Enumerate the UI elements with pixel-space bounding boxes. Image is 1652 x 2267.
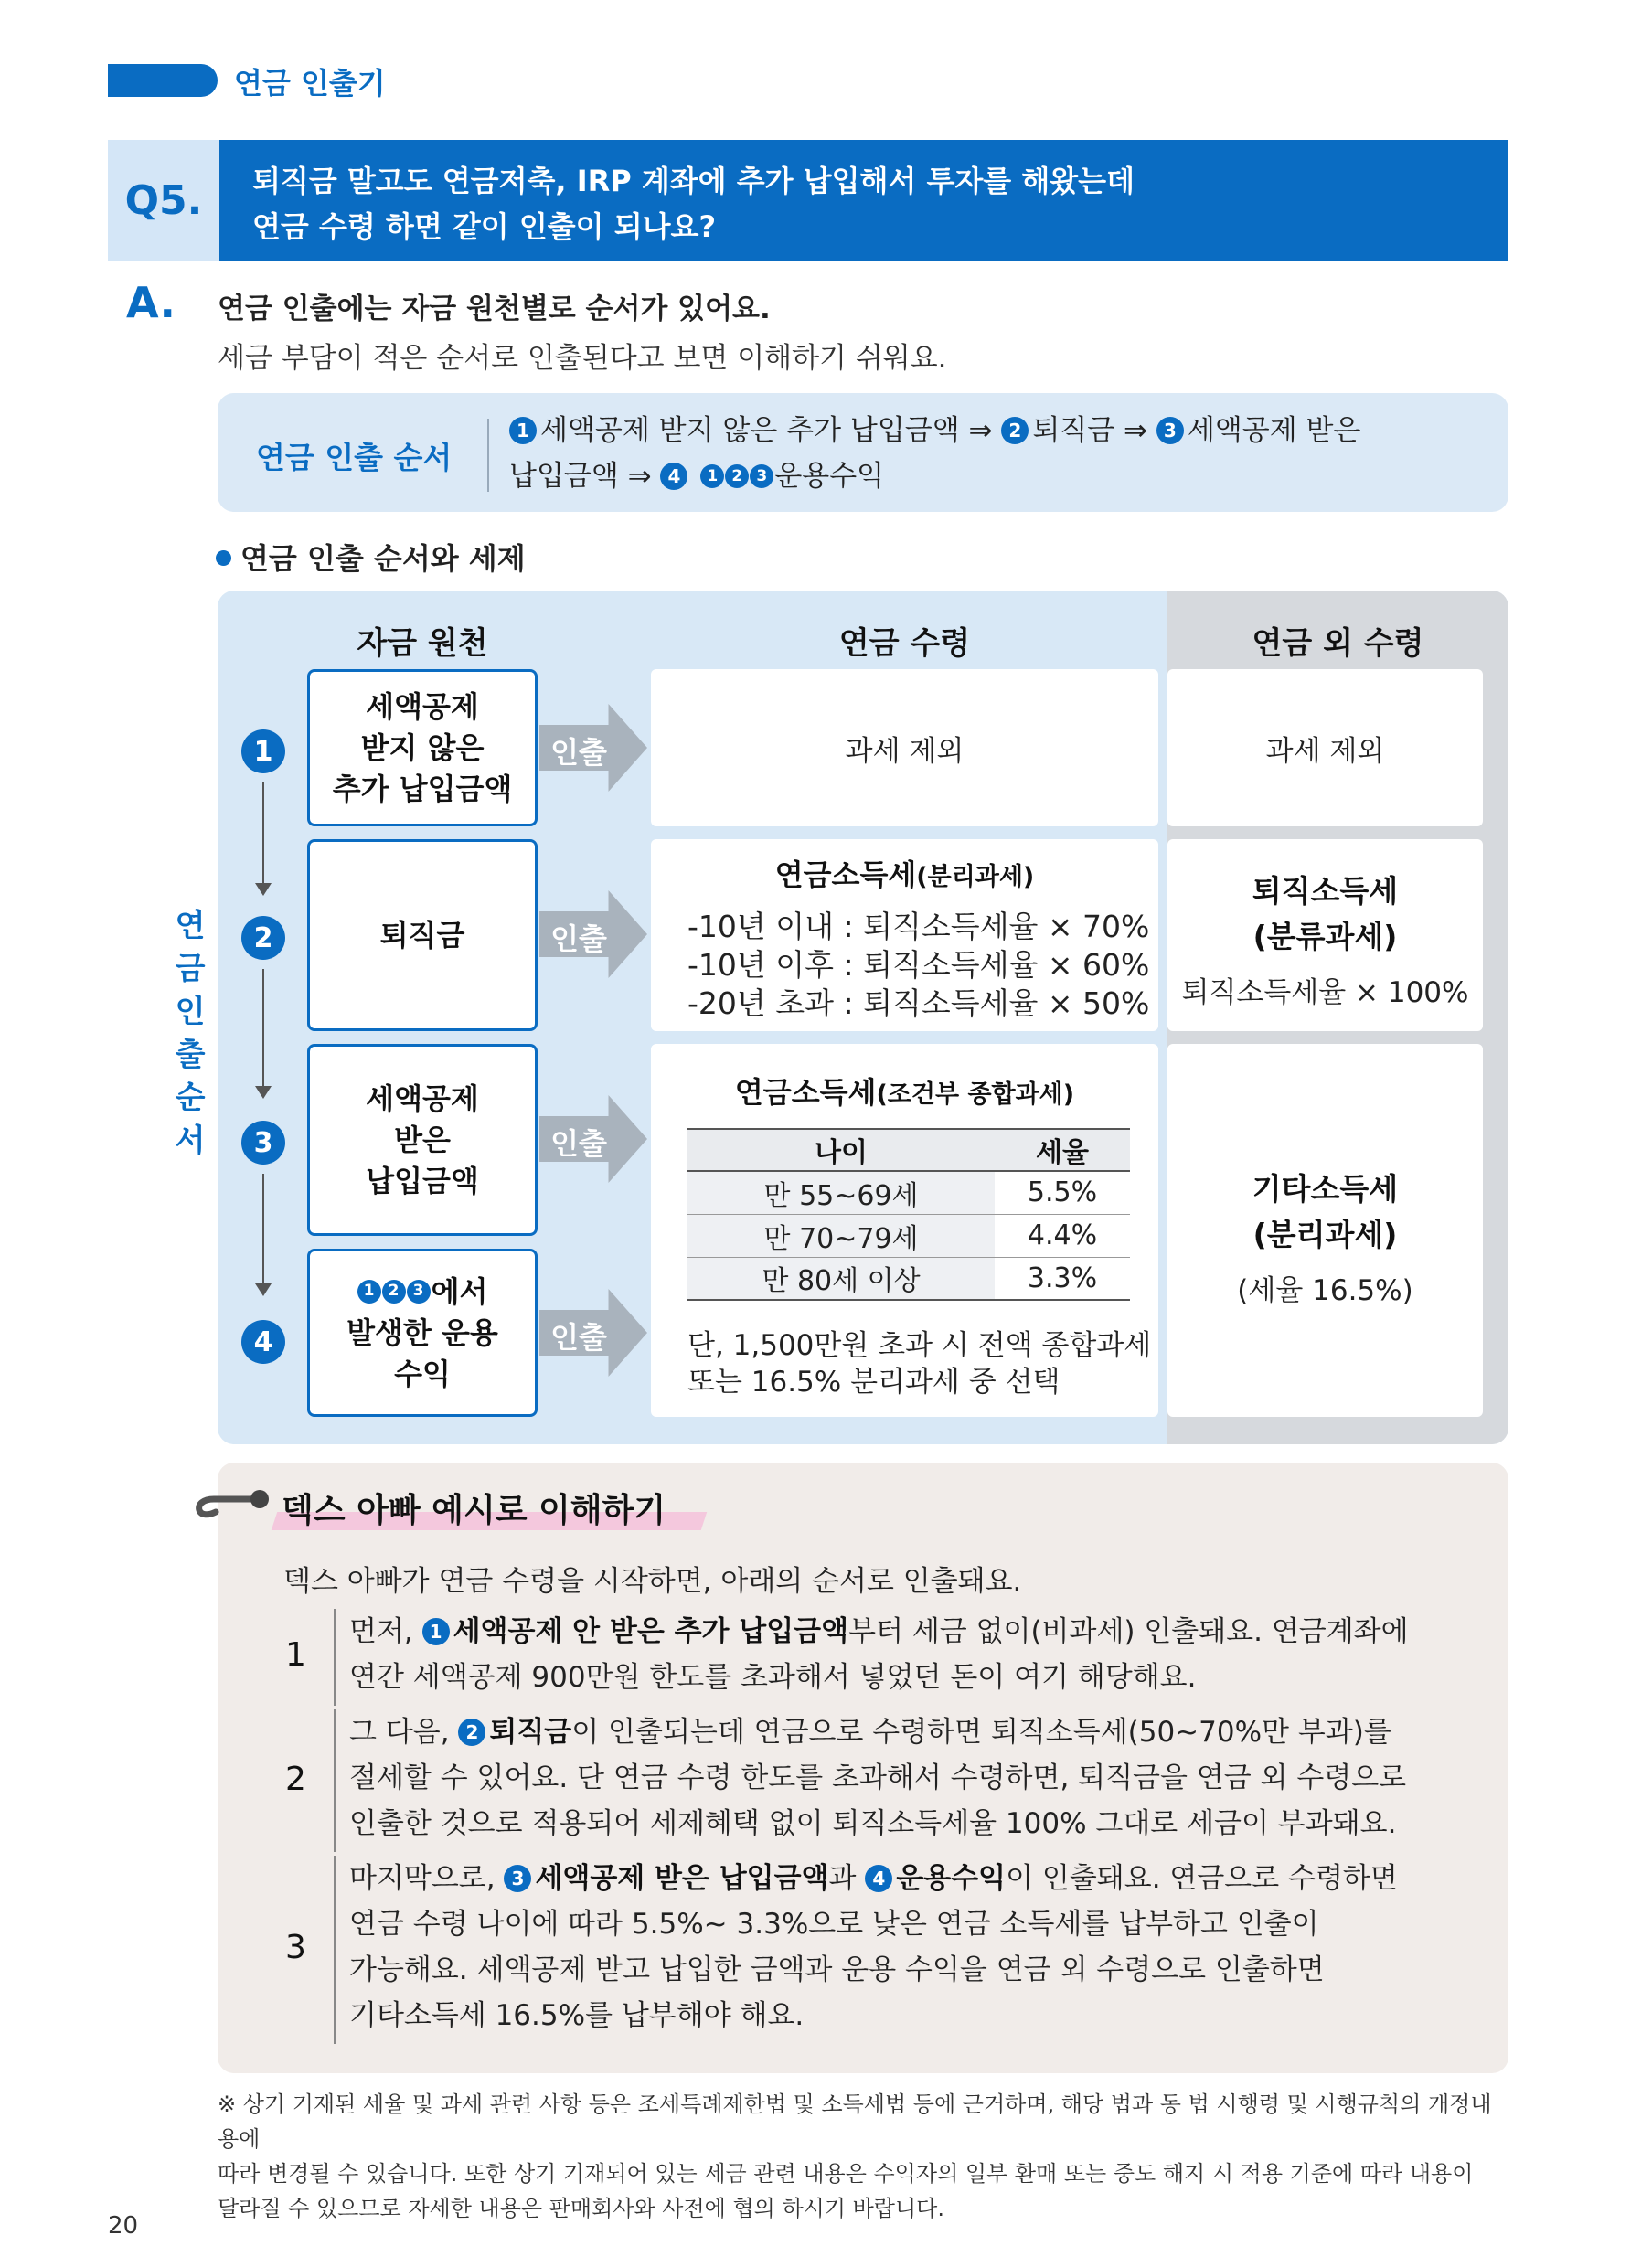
table-row: [687, 1214, 1130, 1257]
table-header-row: [687, 1129, 1130, 1171]
table-header-age: 나이: [687, 1129, 995, 1171]
table-header-rate: 세율: [995, 1129, 1130, 1171]
section-title: 연금 인출기: [234, 66, 386, 101]
number-2-icon: 2: [382, 1280, 406, 1304]
example-item-2: [274, 1709, 1499, 1852]
source-3-line: 납입금액: [366, 1163, 479, 1198]
text-segment: 그 다음,: [349, 1716, 450, 1749]
table-cell-rate: 5.5%: [995, 1171, 1130, 1214]
question-line-2: 연금 수령 하면 같이 인출이 되나요?: [252, 209, 717, 244]
question-box: [219, 140, 1508, 261]
number-2-icon: 2: [725, 464, 749, 488]
step-number-4: 4: [241, 1320, 285, 1364]
text-line: 기타소득세 16.5%를 납부해야 해요.: [349, 1999, 805, 2032]
pension-rate-line: -10년 이후 : 퇴직소득세율 × 60%: [687, 947, 1150, 983]
pension-cell-3-title: [651, 1070, 1158, 1112]
step-number-3: 3: [241, 1121, 285, 1165]
other-income-tax-subtitle: (분리과세): [1252, 1217, 1398, 1252]
pension-rate-line: -10년 이내 : 퇴직소득세율 × 70%: [687, 909, 1150, 944]
number-1-icon: 1: [422, 1618, 450, 1645]
answer-line-1: 연금 인출에는 자금 원천별로 순서가 있어요.: [218, 293, 771, 325]
example-item-number: 3: [285, 1929, 306, 1966]
order-step-3a: 세액공제 받은: [1187, 414, 1361, 447]
example-divider: [334, 1856, 336, 2044]
pension-tax-title: 연금소득세: [774, 857, 917, 892]
number-3-icon: 3: [1156, 417, 1184, 444]
text-bold: 퇴직금: [489, 1716, 572, 1749]
vertical-char: 출: [175, 1037, 206, 1073]
footnote-line: 달라질 수 있으므로 자세한 내용은 판매회사와 사전에 협의 하시기 바랍니다.: [218, 2196, 944, 2221]
example-divider: [334, 1709, 336, 1852]
vertical-char: 서: [175, 1123, 206, 1159]
source-box-3: [307, 1044, 538, 1236]
flow-line: [262, 782, 264, 885]
arrow-down-icon: [255, 883, 272, 896]
order-step-2: 퇴직금 ⇒: [1032, 414, 1148, 447]
number-2-icon: 2: [458, 1719, 485, 1746]
source-4-line: 발생한 운용: [346, 1314, 498, 1350]
retirement-tax-subtitle: (분류과세): [1252, 919, 1398, 954]
withdraw-label: 인출: [550, 1126, 607, 1161]
number-3-icon: 3: [750, 464, 773, 488]
number-1-icon: 1: [700, 464, 724, 488]
footnote: [218, 2087, 1508, 2226]
source-box-2: [307, 839, 538, 1031]
flow-line: [262, 1174, 264, 1285]
text-segment: 과: [828, 1862, 857, 1895]
example-divider: [334, 1609, 336, 1706]
example-item-text: [349, 1709, 1492, 1847]
example-item-number: 2: [285, 1761, 306, 1798]
number-2-icon: 2: [1001, 417, 1029, 444]
text-line: 연간 세액공제 900만원 한도를 초과해서 넣었던 돈이 여기 해당해요.: [349, 1661, 1197, 1694]
order-step-3b: 납입금액 ⇒: [509, 460, 652, 493]
vertical-char: 금: [175, 951, 206, 987]
column-header-pension: 연금 수령: [838, 625, 971, 662]
number-3-icon: 3: [407, 1280, 431, 1304]
source-4-suffix: 에서: [431, 1273, 488, 1309]
example-item-number: 1: [285, 1636, 306, 1674]
order-step-1: 세액공제 받지 않은 추가 납입금액 ⇒: [540, 414, 993, 447]
order-step-4: 운용수익: [774, 460, 885, 493]
footnote-line: ※ 상기 기재된 세율 및 과세 관련 사항 등은 조세특례제한법 및 소득세법 등에 근거하며, 해당 법과 동 법 시행령 및 시행규칙의 개정내용에: [218, 2091, 1492, 2152]
pension-cell-1-text: 과세 제외: [845, 735, 965, 768]
paperclip-icon: [188, 1481, 271, 1525]
text-segment: 부터 세금 없이(비과세) 인출돼요. 연금계좌에: [848, 1615, 1409, 1648]
vertical-char: 연: [175, 908, 206, 944]
column-header-non-pension: 연금 외 수령: [1252, 625, 1424, 662]
answer-line-2: 세금 부담이 적은 순서로 인출된다고 보면 이해하기 쉬워요.: [218, 342, 947, 375]
text-bold: 운용수익: [896, 1862, 1007, 1895]
pension-note-line-1: 단, 1,500만원 초과 시 전액 종합과세: [687, 1329, 1152, 1362]
diagram-title: 연금 인출 순서와 세제: [216, 536, 526, 578]
number-3-icon: 3: [504, 1865, 531, 1892]
source-4-line: 수익: [394, 1356, 451, 1391]
withdraw-arrow-4: [539, 1289, 647, 1377]
text-segment: 먼저,: [349, 1615, 413, 1648]
table-cell-rate: 3.3%: [995, 1257, 1130, 1300]
step-number-2: 2: [241, 916, 285, 960]
text-segment: 이 인출돼요. 연금으로 수령하면: [1006, 1862, 1398, 1895]
pension-tax-subtitle: (분리과세): [916, 863, 1035, 891]
text-bold: 세액공제 안 받은 추가 납입금액: [453, 1615, 849, 1648]
text-segment: 마지막으로,: [349, 1862, 496, 1895]
footnote-line: 따라 변경될 수 있습니다. 또한 상기 기재되어 있는 세금 관련 내용은 수익자의 일부 환매 또는 중도 해지 시 적용 기준에 따라 내용이: [218, 2161, 1474, 2187]
source-box-4: [307, 1249, 538, 1417]
pension-cell-2-title: [651, 852, 1158, 894]
vertical-order-label: [172, 905, 208, 1163]
non-pension-cell-1-text: 과세 제외: [1265, 735, 1385, 768]
example-item-text: [349, 1856, 1492, 2038]
example-item-1: [274, 1609, 1499, 1706]
table-cell-age: 만 80세 이상: [687, 1257, 995, 1300]
question-line-1: 퇴직금 말고도 연금저축, IRP 계좌에 추가 납입해서 투자를 해왔는데: [252, 164, 1135, 198]
page-number: 20: [108, 2212, 139, 2240]
non-pension-cell-2-rate: 퇴직소득세율 × 100%: [1181, 976, 1469, 1009]
number-4-icon: 4: [865, 1865, 892, 1892]
text-bold: 세액공제 받은 납입금액: [535, 1862, 829, 1895]
number-1-icon: 1: [357, 1280, 381, 1304]
non-pension-cell-2-title: [1167, 868, 1483, 960]
vertical-char: 순: [175, 1080, 206, 1116]
number-4-icon: 4: [660, 463, 687, 490]
retirement-tax-title: 퇴직소득세: [1252, 873, 1399, 909]
column-header-source: 자금 원천: [357, 625, 488, 662]
source-1-line: 세액공제: [366, 688, 479, 724]
table-row: [687, 1257, 1130, 1300]
withdraw-arrow-1: [539, 704, 647, 792]
number-1-icon: 1: [509, 417, 537, 444]
pension-tax-subtitle: (조건부 종합과세): [876, 1080, 1075, 1109]
withdraw-label: 인출: [550, 921, 607, 956]
example-title: 덱스 아빠 예시로 이해하기: [282, 1492, 666, 1529]
arrow-down-icon: [255, 1086, 272, 1099]
source-2-label: 퇴직금: [379, 917, 465, 953]
age-rate-table: [687, 1128, 1130, 1301]
example-item-text: [349, 1609, 1492, 1700]
arrow-down-icon: [255, 1283, 272, 1296]
example-item-3: [274, 1856, 1499, 2044]
table-cell-age: 만 55~69세: [687, 1171, 995, 1214]
table-cell-age: 만 70~79세: [687, 1214, 995, 1257]
source-1-line: 받지 않은: [360, 729, 485, 765]
question-label: Q5.: [108, 140, 219, 261]
table-row: [687, 1171, 1130, 1214]
section-bar: [108, 64, 218, 97]
non-pension-cell-3-rate: (세율 16.5%): [1237, 1274, 1413, 1307]
text-segment: 이 인출되는데 연금으로 수령하면 퇴직소득세(50~70%만 부과)를: [571, 1716, 1391, 1749]
withdraw-arrow-3: [539, 1095, 647, 1183]
source-3-line: 받은: [394, 1122, 451, 1157]
step-number-1: 1: [241, 729, 285, 773]
pension-rate-line: -20년 초과 : 퇴직소득세율 × 50%: [687, 985, 1150, 1021]
withdrawal-order-text: [509, 408, 1487, 499]
non-pension-cell-3-title: [1167, 1166, 1483, 1258]
pension-note-line-2: 또는 16.5% 분리과세 중 선택: [687, 1366, 1060, 1399]
order-divider: [487, 419, 489, 492]
vertical-char: 인: [175, 994, 206, 1030]
text-line: 인출한 것으로 적용되어 세제혜택 없이 퇴직소득세율 100% 그대로 세금이 부과돼요.: [349, 1807, 1397, 1840]
text-line: 연금 수령 나이에 따라 5.5%~ 3.3%으로 낮은 연금 소득세를 납부하고 인출이: [349, 1908, 1319, 1941]
flow-line: [262, 969, 264, 1088]
withdrawal-order-label: 연금 인출 순서: [256, 440, 453, 475]
answer-label: A.: [126, 278, 176, 327]
source-1-line: 추가 납입금액: [332, 771, 513, 806]
source-3-line: 세액공제: [366, 1080, 479, 1116]
table-cell-rate: 4.4%: [995, 1214, 1130, 1257]
withdraw-label: 인출: [550, 735, 607, 770]
text-line: 절세할 수 있어요. 단 연금 수령 한도를 초과해서 수령하면, 퇴직금을 연금 외 수령으로: [349, 1761, 1407, 1794]
text-line: 가능해요. 세액공제 받고 납입한 금액과 운용 수익을 연금 외 수령으로 인출하면: [349, 1953, 1325, 1986]
other-income-tax-title: 기타소득세: [1252, 1171, 1399, 1207]
source-box-1: [307, 669, 538, 826]
withdraw-arrow-2: [539, 890, 647, 978]
example-intro: 덱스 아빠가 연금 수령을 시작하면, 아래의 순서로 인출돼요.: [283, 1565, 1022, 1598]
withdraw-label: 인출: [550, 1320, 607, 1355]
pension-tax-title: 연금소득세: [734, 1075, 877, 1110]
